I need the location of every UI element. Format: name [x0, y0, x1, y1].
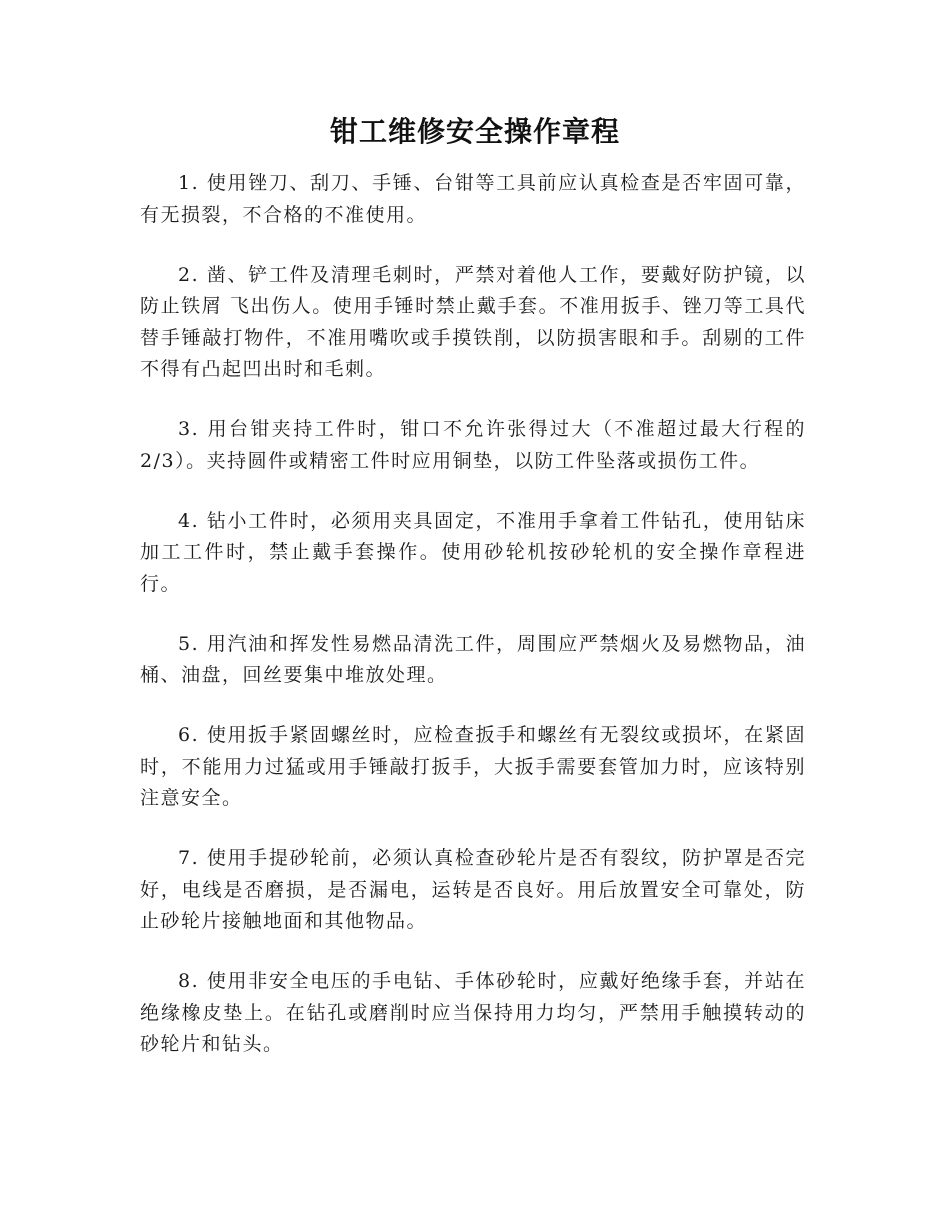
- document-title: 钳工维修安全操作章程: [329, 115, 620, 148]
- rule-paragraph-1: 1. 使用锉刀、刮刀、手锤、台钳等工具前应认真检查是否牢固可靠，有无损裂，不合格的不准使用。: [140, 172, 806, 226]
- rule-paragraph-5: 5. 用汽油和挥发性易燃品清洗工件，周围应严禁烟火及易燃物品，油桶、油盘，回丝要集中堆放处理。: [140, 632, 806, 686]
- document-body: [140, 168, 806, 1089]
- rule-paragraph-4: 4. 钻小工件时，必须用夹具固定，不准用手拿着工件钻孔，使用钻床加工工件时，禁止戴手套操作。使用砂轮机按砂轮机的安全操作章程进行。: [140, 509, 806, 595]
- rule-paragraph-7: 7. 使用手提砂轮前，必须认真检查砂轮片是否有裂纹，防护罩是否完好，电线是否磨损，是否漏电，运转是否良好。用后放置安全可靠处，防止砂轮片接触地面和其他物品。: [140, 847, 806, 932]
- rule-paragraph-8: 8. 使用非安全电压的手电钻、手体砂轮时，应戴好绝缘手套，并站在绝缘橡皮垫上。在钻孔或磨削时应当保持用力均匀，严禁用手触摸转动的砂轮片和钻头。: [140, 970, 806, 1055]
- rule-paragraph-2: 2. 凿、铲工件及清理毛刺时，严禁对着他人工作，要戴好防护镜，以防止铁屑 飞出伤人。使用手锤时禁止戴手套。不准用扳手、锉刀等工具代替手锤敲打物件，不准用嘴吹或手摸铁削，以防损害眼和手。刮剔的工件不得有凸起凹出时和毛刺。: [140, 263, 806, 380]
- rule-paragraph-3: 3. 用台钳夹持工件时，钳口不允许张得过大（不准超过最大行程的2/3）。夹持圆件或精密工件时应用铜垫，以防工件坠落或损伤工件。: [140, 418, 806, 472]
- rule-paragraph-6: 6. 使用扳手紧固螺丝时，应检查扳手和螺丝有无裂纹或损坏，在紧固时，不能用力过猛或用手锤敲打扳手，大扳手需要套管加力时，应该特别注意安全。: [140, 724, 806, 809]
